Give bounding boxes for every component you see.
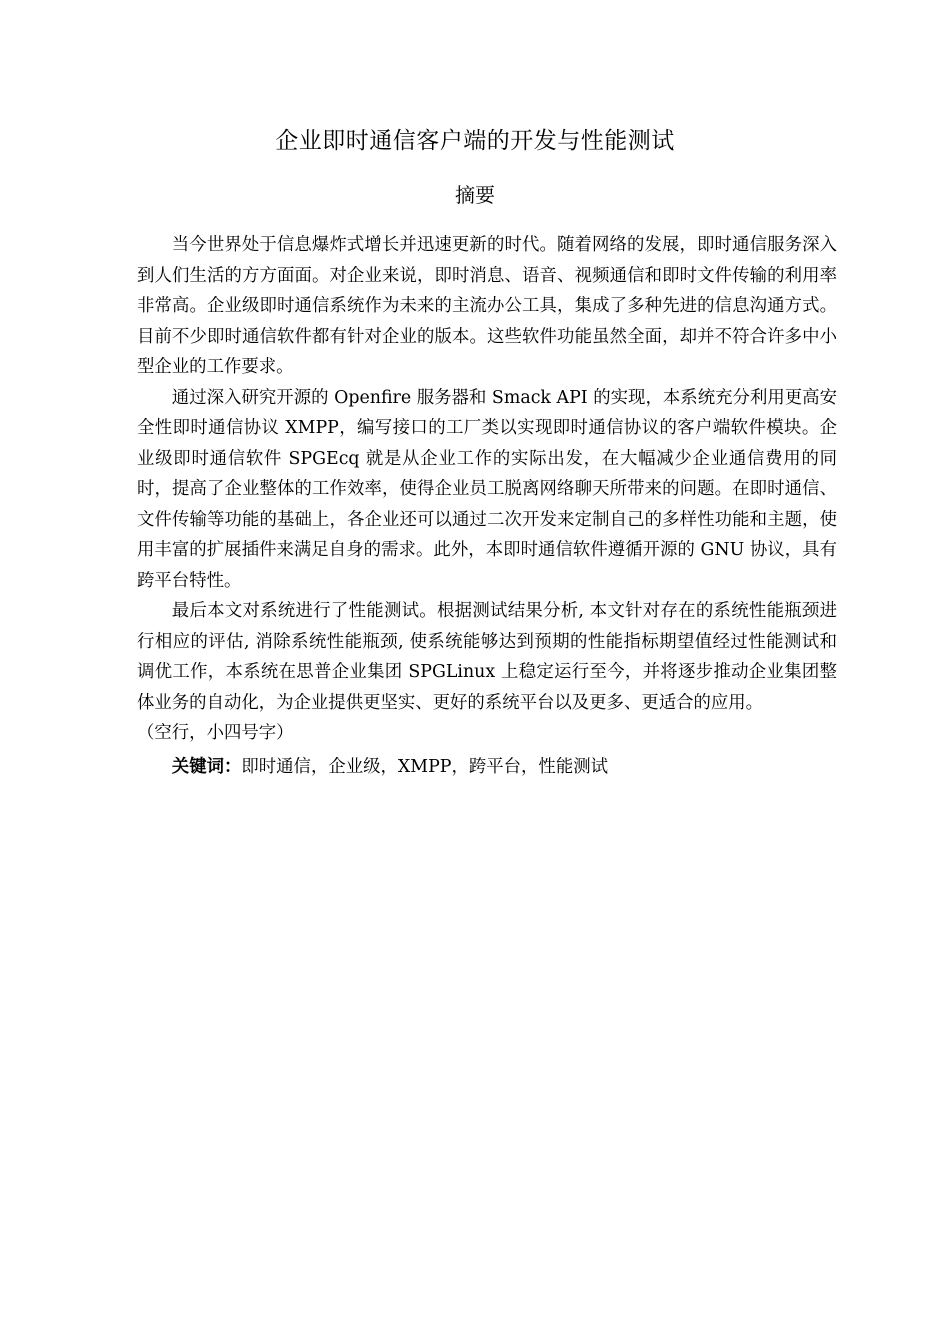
keywords-label: 关键词： [171, 756, 242, 777]
document-title: 企业即时通信客户端的开发与性能测试 [275, 128, 675, 154]
keywords-line [137, 752, 837, 783]
abstract-paragraph-2: 通过深入研究开源的 Openfire 服务器和 Smack API 的实现，本系统充分利用更高安全性即时通信协议 XMPP，编写接口的工厂类以实现即时通信协议的客户端软件模块。企业级即时通信软件 SPGEcq 就是从企业工作的实际出发，在大幅减少企业通信费用的同时，提高了企业整体的工作效率，使得企业员工脱离网络聊天所带来的问题。在即时通信、文件传输等功能的基础上，各企业还可以通过二次开发来定制自己的多样性功能和主题，使用丰富的扩展插件来满足自身的需求。此外，本即时通信软件遵循开源的 GNU 协议，具有跨平台特性。 [137, 387, 837, 591]
spacing-note: （空行，小四号字） [137, 723, 294, 743]
abstract-heading: 摘要 [455, 183, 495, 207]
abstract-body [137, 230, 837, 782]
abstract-paragraph-3: 最后本文对系统进行了性能测试。根据测试结果分析, 本文针对存在的系统性能瓶颈进行相应的评估, 消除系统性能瓶颈, 使系统能够达到预期的性能指标期望值经过性能测试和调优工作，本系统在思普企业集团 SPGLinux 上稳定运行至今，并将逐步推动企业集团整体业务的自动化，为企业提供更坚实、更好的系统平台以及更多、更适合的应用。 [137, 601, 837, 713]
keywords-text: 即时通信，企业级，XMPP，跨平台，性能测试 [241, 756, 608, 777]
abstract-paragraph-1: 当今世界处于信息爆炸式增长并迅速更新的时代。随着网络的发展，即时通信服务深入到人们生活的方方面面。对企业来说，即时消息、语音、视频通信和即时文件传输的利用率非常高。企业级即时通信系统作为未来的主流办公工具，集成了多种先进的信息沟通方式。目前不少即时通信软件都有针对企业的版本。这些软件功能虽然全面，却并不符合许多中小型企业的工作要求。 [137, 235, 837, 377]
